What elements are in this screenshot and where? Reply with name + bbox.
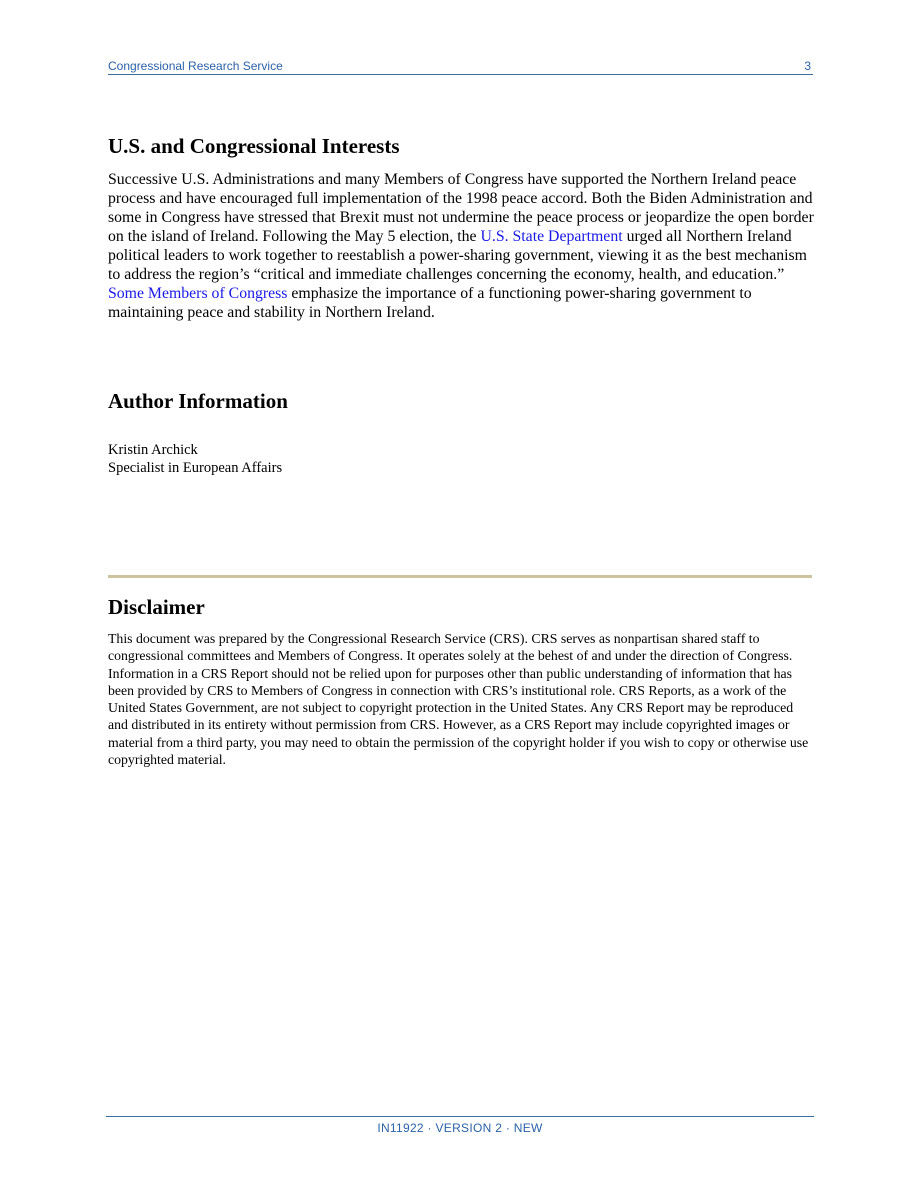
header-org-name: Congressional Research Service <box>108 59 283 73</box>
page-number: 3 <box>804 59 811 73</box>
section-heading-interests: U.S. and Congressional Interests <box>108 134 400 158</box>
interests-text-3: emphasize the importance of a functioning power-sharing government to maintaining peace and stability in Northern Ireland. <box>108 285 752 321</box>
section-heading-disclaimer: Disclaimer <box>108 595 205 619</box>
state-department-link[interactable]: U.S. State Department <box>480 228 623 245</box>
page-header <box>108 58 813 75</box>
members-of-congress-link[interactable]: Some Members of Congress <box>108 285 288 302</box>
section-heading-author: Author Information <box>108 389 288 413</box>
page-footer: IN11922 · VERSION 2 · NEW <box>377 1121 543 1135</box>
author-name: Kristin Archick <box>108 442 198 458</box>
footer-divider <box>106 1116 814 1117</box>
author-title: Specialist in European Affairs <box>108 460 283 476</box>
interests-text-2: urged all Northern Ireland political leaders to work together to reestablish a power-sharing government, viewing it as the best mechanism to address the region’s “critical and immediate challenges concerning the economy, health, and education.” <box>108 228 807 283</box>
disclaimer-text: This document was prepared by the Congressional Research Service (CRS). CRS serves as nonpartisan shared staff to congressional committees and Members of Congress. It operates solely at the behest of and under the direction of Congress. Information in a CRS Report should not be relied upon for purposes other than public understanding of information that has been provided by CRS to Members of Congress in connection with CRS’s institutional role. CRS Reports, as a work of the United States Government, are not subject to copyright protection in the United States. Any CRS Report may be reproduced and distributed in its entirety without permission from CRS. However, as a CRS Report may include copyrighted images or material from a third party, you may need to obtain the permission of the copyright holder if you wish to copy or otherwise use copyrighted material. <box>108 631 809 768</box>
interests-text-1: Successive U.S. Administrations and many Members of Congress have supported the Northern Ireland peace process and have encouraged full implementation of the 1998 peace accord. Both the Biden Administration and some in Congress have stressed that Brexit must not undermine the peace process or jeopardize the open border on the island of Ireland. Following the May 5 election, the <box>108 171 814 245</box>
interests-paragraph <box>108 170 814 322</box>
author-block <box>108 441 282 477</box>
section-divider <box>108 575 812 578</box>
